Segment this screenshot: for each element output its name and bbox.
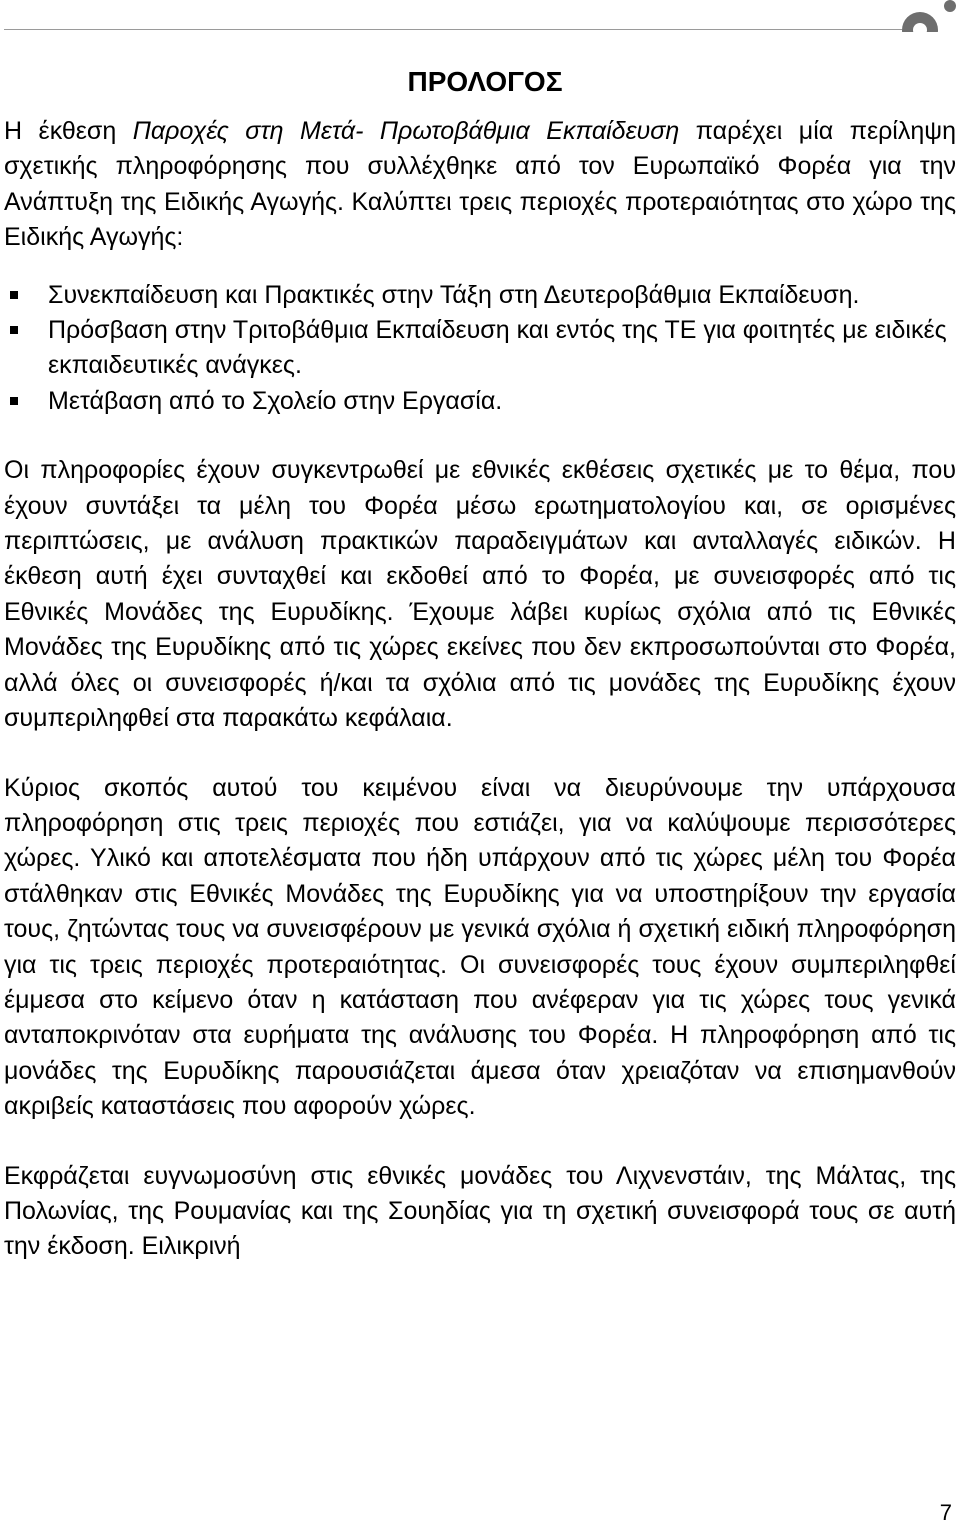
intro-paragraph	[4, 114, 956, 256]
square-bullet-icon	[10, 291, 18, 299]
square-bullet-icon	[10, 397, 18, 405]
body-paragraph-3: Εκφράζεται ευγνωμοσύνη στις εθνικές μονάδες του Λιχνενστάιν, της Μάλτας, της Πολωνίας, της Ρουμανίας και της Σουηδίας για τη σχετική συνεισφορά τους σε αυτή την έκδοση. Ειλικρινή	[4, 1161, 956, 1261]
list-item	[4, 313, 956, 384]
document-page	[4, 60, 956, 1265]
intro-text-end: παρέχει μία περίληψη σχετικής πληροφόρησης που συλλέχθηκε από τον Ευρωπαϊκό Φορέα για την Ανάπτυξη της Ειδικής Αγωγής. Καλύπτει τρεις περιοχές προτεραιότητας στο χώρο της Ειδικής Αγωγής:	[4, 117, 956, 252]
publisher-logo-icon	[898, 0, 960, 32]
body-paragraph-1: Οι πληροφορίες έχουν συγκεντρωθεί με εθνικές εκθέσεις σχετικές με το θέμα, που έχουν συντάξει τα μέλη του Φορέα μέσω ερωτηματολογίου και, σε ορισμένες περιπτώσεις, με ανάλυση πρακτικών παραδειγμάτων και ανταλλαγές ειδικών. Η έκθεση αυτή έχει συνταχθεί και εκδοθεί από το Φορέα, με συνεισφορές από τις Εθνικές Μονάδες της Ευρυδίκης. Έχουμε λάβει κυρίως σχόλια από τις Εθνικές Μονάδες της Ευρυδίκης από τις χώρες εκείνες που δεν εκπροσωπούνται στο Φορέα, αλλά όλες οι συνεισφορές ή/και τα σχόλια από τις μονάδες της Ευρυδίκης έχουν συμπεριληφθεί στα παρακάτω κεφάλαια.	[4, 456, 956, 733]
intro-text-start: Η έκθεση	[4, 117, 133, 145]
list-item-text: Συνεκπαίδευση και Πρακτικές στην Τάξη στη Δευτεροβάθμια Εκπαίδευση.	[48, 280, 860, 309]
header-rule	[4, 29, 902, 30]
report-title-italic: Παροχές στη Μετά- Πρωτοβάθμια Εκπαίδευση	[132, 117, 680, 145]
list-item-text: Πρόσβαση στην Τριτοβάθμια Εκπαίδευση και εντός της ΤΕ για φοιτητές με ειδικές εκπαιδευτικές ανάγκες.	[48, 316, 947, 380]
priority-areas-list	[4, 278, 956, 420]
square-bullet-icon	[10, 326, 18, 334]
list-item	[4, 278, 956, 313]
list-item-text: Μετάβαση από το Σχολείο στην Εργασία.	[48, 386, 503, 415]
list-item	[4, 384, 956, 419]
body-paragraph-2: Κύριος σκοπός αυτού του κειμένου είναι να διευρύνουμε την υπάρχουσα πληροφόρηση στις τρεις περιοχές που εστιάζει, για να καλύψουμε περισσότερες χώρες. Υλικό και αποτελέσματα που ήδη υπάρχουν από τις χώρες μέλη του Φορέα στάλθηκαν στις Εθνικές Μονάδες της Ευρυδίκης για να υποστηρίξουν την εργασία τους, ζητώντας τους να συνεισφέρουν με γενικά σχόλια ή σχετική ειδική πληροφόρηση για τις τρεις περιοχές προτεραιότητας. Οι συνεισφορές τους έχουν συμπεριληφθεί έμμεσα στο κείμενο όταν η κατάσταση που ανέφεραν για τις χώρες τους γενικά ανταποκρινόταν στα ευρήματα της ανάλυσης του Φορέα. Η πληροφόρηση από τις μονάδες της Ευρυδίκης παρουσιάζεται άμεσα όταν χρειαζόταν να επισημανθούν ακριβείς καταστάσεις που αφορούν χώρες.	[4, 773, 956, 1121]
page-title: ΠΡΟΛΟΓΟΣ	[407, 66, 563, 97]
page-number: 7	[939, 1500, 952, 1525]
